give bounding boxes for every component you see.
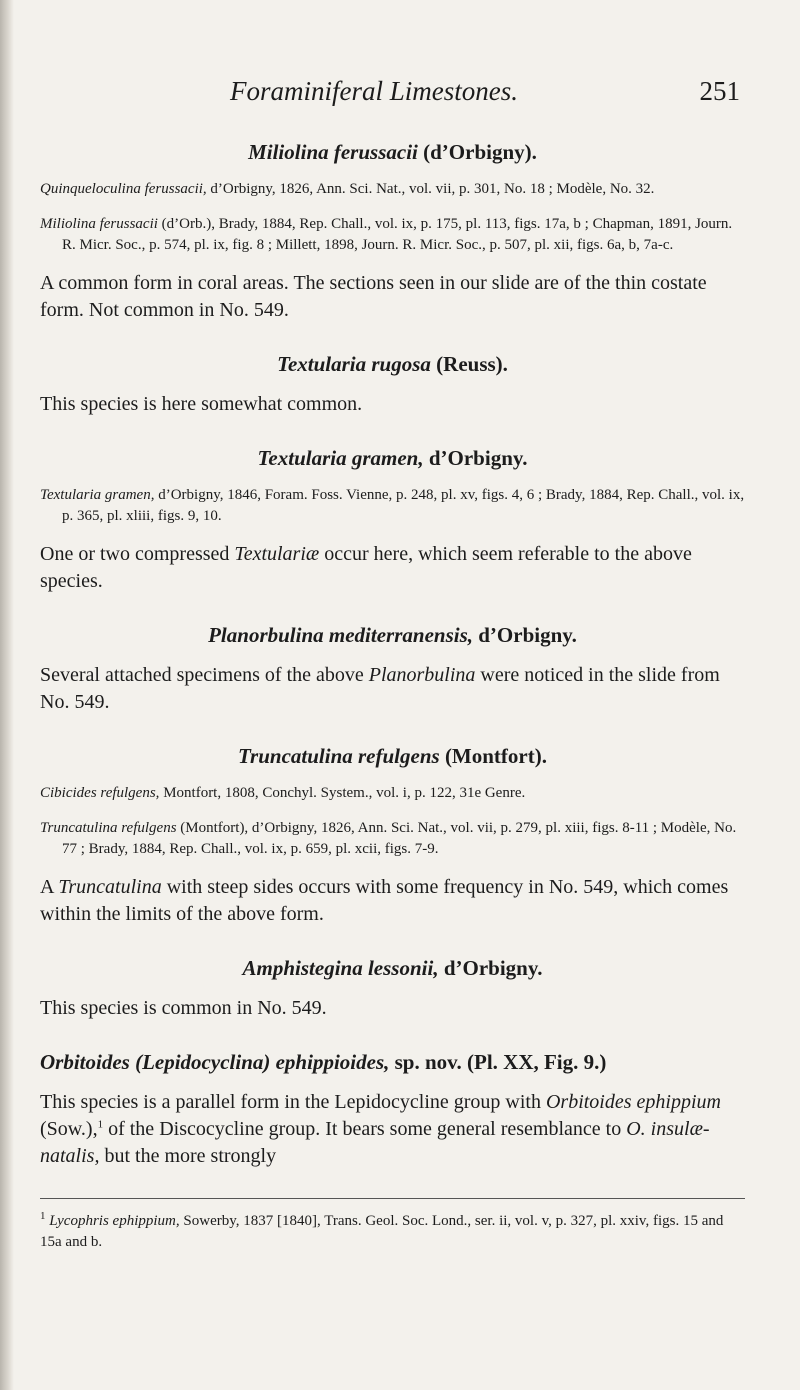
synonymy-entry: Textularia gramen, d’Orbigny, 1846, Foram. Foss. Vienne, p. 248, pl. xv, figs. 4, 6 ; Brady, 1884, Rep. Chall., vol. ix, p. 365, pl. xliii, figs. 9, 10.: [40, 487, 745, 524]
species-heading: Miliolina ferussacii (d’Orbigny).: [248, 140, 537, 164]
species-entry: [40, 956, 745, 1022]
synonymy-entry: Cibicides refulgens, Montfort, 1808, Conchyl. System., vol. i, p. 122, 31e Genre.: [40, 785, 526, 801]
species-description: This species is a parallel form in the Lepidocycline group with Orbitoides ephippium (Sow.),$^1$ of the Discocycline group. It bears some general resemblance to O. insulæ-natalis, but the more strongly: [40, 1091, 721, 1167]
species-description: A common form in coral areas. The sections seen in our slide are of the thin costate form. Not common in No. 549.: [40, 272, 707, 321]
species-entry: [40, 446, 745, 595]
species-entry: [40, 744, 745, 928]
running-head: [230, 76, 740, 116]
species-heading: Planorbulina mediterranensis, d’Orbigny.: [208, 623, 577, 647]
footnote-ref: 1: [97, 1118, 104, 1131]
species-heading: Truncatulina refulgens (Montfort).: [238, 744, 547, 768]
synonymy-entry: Miliolina ferussacii (d’Orb.), Brady, 1884, Rep. Chall., vol. ix, p. 175, pl. 113, figs. 17a, b ; Chapman, 1891, Journ. R. Micr. Soc., p. 574, pl. ix, fig. 8 ; Millett, 1898, Journ. R. Micr. Soc., p. 507, pl. xii, figs. 6a, b, 7a-c.: [40, 216, 733, 253]
species-heading: Textularia gramen, d’Orbigny.: [257, 446, 528, 470]
footnote: $^1$ Lycophris ephippium, Sowerby, 1837 [1840], Trans. Geol. Soc. Lond., ser. ii, vol. v, p. 327, pl. xxiv, figs. 15 and 15a and b.: [40, 1210, 724, 1250]
species-heading: Amphistegina lessonii, d’Orbigny.: [242, 956, 543, 980]
species-description: One or two compressed Textulariæ occur here, which seem referable to the above species.: [40, 543, 692, 592]
footnote-rule: [40, 1198, 745, 1199]
species-description: This species is common in No. 549.: [40, 997, 327, 1019]
species-entry: [40, 352, 745, 418]
synonymy-entry: Quinqueloculina ferussacii, d’Orbigny, 1826, Ann. Sci. Nat., vol. vii, p. 301, No. 18 ; Modèle, No. 32.: [40, 181, 655, 197]
running-title: Foraminiferal Limestones.: [230, 76, 518, 106]
binding-gutter: [0, 0, 14, 1390]
species-description: This species is here somewhat common.: [40, 393, 363, 415]
species-heading: Orbitoides (Lepidocyclina) ephippioides, sp. nov. (Pl. XX, Fig. 9.): [40, 1050, 607, 1074]
species-entry: [40, 1050, 745, 1170]
species-heading: Textularia rugosa (Reuss).: [277, 352, 508, 376]
species-description: Several attached specimens of the above Planorbulina were noticed in the slide from No. 549.: [40, 664, 720, 713]
page-body: [40, 140, 745, 1253]
page-number: 251: [699, 76, 740, 106]
species-entry: [40, 623, 745, 716]
species-entry: [40, 140, 745, 324]
species-description: A Truncatulina with steep sides occurs with some frequency in No. 549, which comes within the limits of the above form.: [40, 876, 729, 925]
synonymy-entry: Truncatulina refulgens (Montfort), d’Orbigny, 1826, Ann. Sci. Nat., vol. vii, p. 279, pl. xiii, figs. 8-11 ; Modèle, No. 77 ; Brady, 1884, Rep. Chall., vol. ix, p. 659, pl. xcii, figs. 7-9.: [40, 820, 737, 857]
